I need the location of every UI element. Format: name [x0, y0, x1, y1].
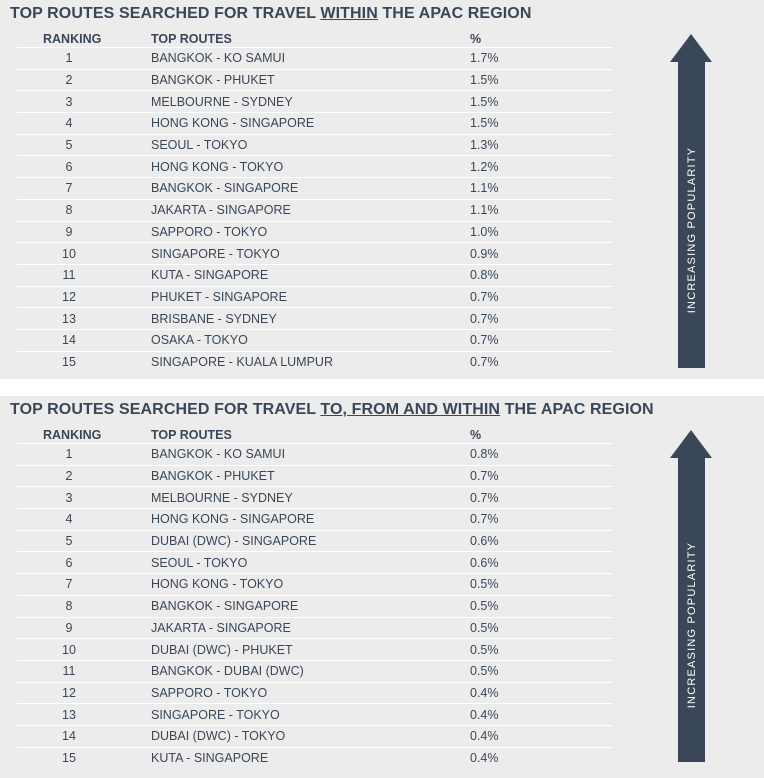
route-cell: SAPPORO - TOKYO [151, 682, 470, 704]
rank-cell: 9 [17, 617, 151, 639]
arrow-label: INCREASING POPULARITY [685, 541, 698, 709]
percent-cell: 0.7% [470, 487, 612, 509]
table-row [17, 725, 612, 747]
percent-cell: 0.6% [470, 552, 612, 574]
title-text: THE APAC REGION [377, 5, 532, 22]
percent-cell: 0.5% [470, 574, 612, 596]
rank-cell: 14 [17, 329, 151, 351]
percent-cell: 0.5% [470, 617, 612, 639]
route-cell: BANGKOK - KO SAMUI [151, 48, 470, 70]
routes-table [17, 426, 612, 768]
routes-table [17, 30, 612, 372]
route-cell: HONG KONG - TOKYO [151, 574, 470, 596]
percent-cell: 0.9% [470, 243, 612, 265]
percent-cell: 0.7% [470, 329, 612, 351]
percent-cell: 1.7% [470, 48, 612, 70]
rank-cell: 10 [17, 243, 151, 265]
column-header-ranking: RANKING [17, 30, 151, 48]
table-row [17, 747, 612, 768]
table-body [17, 48, 612, 373]
route-cell: MELBOURNE - SYDNEY [151, 487, 470, 509]
table-row [17, 199, 612, 221]
arrow-shaft [678, 62, 705, 368]
route-cell: BANGKOK - PHUKET [151, 69, 470, 91]
percent-cell: 0.7% [470, 509, 612, 531]
route-cell: HONG KONG - TOKYO [151, 156, 470, 178]
percent-cell: 0.8% [470, 444, 612, 466]
table-row [17, 444, 612, 466]
table-row [17, 351, 612, 372]
arrow-up-icon [670, 34, 712, 62]
rank-cell: 11 [17, 660, 151, 682]
rank-cell: 1 [17, 444, 151, 466]
percent-cell: 1.5% [470, 113, 612, 135]
percent-cell: 1.2% [470, 156, 612, 178]
route-cell: JAKARTA - SINGAPORE [151, 199, 470, 221]
rank-cell: 2 [17, 69, 151, 91]
rank-cell: 6 [17, 156, 151, 178]
rank-cell: 5 [17, 134, 151, 156]
route-cell: SEOUL - TOKYO [151, 134, 470, 156]
route-cell: BANGKOK - DUBAI (DWC) [151, 660, 470, 682]
to-from-within-apac-panel [0, 396, 764, 778]
table-row [17, 595, 612, 617]
title-text: THE APAC REGION [500, 401, 654, 418]
route-cell: MELBOURNE - SYDNEY [151, 91, 470, 113]
percent-cell: 1.3% [470, 134, 612, 156]
table-row [17, 91, 612, 113]
percent-cell: 1.1% [470, 178, 612, 200]
rank-cell: 6 [17, 552, 151, 574]
table-header-row [17, 30, 612, 48]
within-apac-panel [0, 0, 764, 379]
rank-cell: 12 [17, 286, 151, 308]
rank-cell: 4 [17, 113, 151, 135]
percent-cell: 0.5% [470, 639, 612, 661]
percent-cell: 1.5% [470, 69, 612, 91]
table-row [17, 178, 612, 200]
rank-cell: 3 [17, 487, 151, 509]
percent-cell: 1.0% [470, 221, 612, 243]
table-row [17, 552, 612, 574]
table-row [17, 639, 612, 661]
rank-cell: 15 [62, 750, 76, 765]
route-cell: DUBAI (DWC) - TOKYO [151, 725, 470, 747]
table-row [17, 509, 612, 531]
route-cell: HONG KONG - SINGAPORE [151, 509, 470, 531]
table-row [17, 617, 612, 639]
table-body [17, 444, 612, 769]
table-row [17, 113, 612, 135]
percent-cell: 0.7% [470, 308, 612, 330]
route-cell: BANGKOK - KO SAMUI [151, 444, 470, 466]
route-cell: JAKARTA - SINGAPORE [151, 617, 470, 639]
percent-cell: 0.4% [470, 725, 612, 747]
rank-cell: 11 [17, 264, 151, 286]
percent-cell: 0.8% [470, 264, 612, 286]
column-header-percent: % [470, 30, 612, 48]
table-row [17, 682, 612, 704]
route-cell: SINGAPORE - KUALA LUMPUR [151, 354, 333, 369]
route-cell: PHUKET - SINGAPORE [151, 286, 470, 308]
rank-cell: 9 [17, 221, 151, 243]
rank-cell: 15 [62, 354, 76, 369]
table-row [17, 134, 612, 156]
table-header-row [17, 426, 612, 444]
percent-cell: 0.4% [470, 682, 612, 704]
route-cell: BANGKOK - PHUKET [151, 465, 470, 487]
route-cell: DUBAI (DWC) - SINGAPORE [151, 530, 470, 552]
table-row [17, 530, 612, 552]
table-row [17, 465, 612, 487]
route-cell: BANGKOK - SINGAPORE [151, 178, 470, 200]
table-row [17, 308, 612, 330]
route-cell: SINGAPORE - TOKYO [151, 243, 470, 265]
table-row [17, 264, 612, 286]
rank-cell: 10 [17, 639, 151, 661]
column-header-percent: % [470, 426, 612, 444]
rank-cell: 7 [17, 574, 151, 596]
route-cell: SAPPORO - TOKYO [151, 221, 470, 243]
table-row [17, 48, 612, 70]
percent-cell: 0.5% [470, 595, 612, 617]
column-header-routes: TOP ROUTES [151, 426, 470, 444]
route-cell: BRISBANE - SYDNEY [151, 308, 470, 330]
table-row [17, 704, 612, 726]
table-row [17, 69, 612, 91]
percent-cell: 0.7% [470, 465, 612, 487]
route-cell: DUBAI (DWC) - PHUKET [151, 639, 470, 661]
rank-cell: 7 [17, 178, 151, 200]
rank-cell: 14 [17, 725, 151, 747]
percent-cell: 1.5% [470, 91, 612, 113]
route-cell: OSAKA - TOKYO [151, 329, 470, 351]
percent-cell: 0.4% [470, 750, 499, 765]
table-row [17, 243, 612, 265]
panel-title [10, 5, 532, 23]
table-row [17, 221, 612, 243]
title-emphasis: WITHIN [320, 5, 378, 22]
route-cell: KUTA - SINGAPORE [151, 264, 470, 286]
route-cell: BANGKOK - SINGAPORE [151, 595, 470, 617]
panel-title [10, 401, 654, 419]
rank-cell: 1 [17, 48, 151, 70]
rank-cell: 3 [17, 91, 151, 113]
rank-cell: 2 [17, 465, 151, 487]
table-row [17, 329, 612, 351]
rank-cell: 5 [17, 530, 151, 552]
table-row [17, 156, 612, 178]
rank-cell: 8 [17, 595, 151, 617]
title-emphasis: TO, FROM AND WITHIN [320, 401, 501, 418]
percent-cell: 0.6% [470, 530, 612, 552]
table-row [17, 487, 612, 509]
arrow-label: INCREASING POPULARITY [685, 147, 698, 314]
table-row [17, 660, 612, 682]
rank-cell: 13 [17, 308, 151, 330]
title-text: TOP ROUTES SEARCHED FOR TRAVEL [10, 401, 321, 418]
route-cell: SEOUL - TOKYO [151, 552, 470, 574]
table-row [17, 574, 612, 596]
arrow-shaft [678, 458, 705, 762]
title-text: TOP ROUTES SEARCHED FOR TRAVEL [10, 5, 321, 22]
percent-cell: 1.1% [470, 199, 612, 221]
route-cell: SINGAPORE - TOKYO [151, 704, 470, 726]
rank-cell: 4 [17, 509, 151, 531]
percent-cell: 0.7% [470, 354, 499, 369]
rank-cell: 12 [17, 682, 151, 704]
percent-cell: 0.4% [470, 704, 612, 726]
route-cell: KUTA - SINGAPORE [151, 750, 269, 765]
column-header-ranking: RANKING [17, 426, 151, 444]
arrow-up-icon [670, 430, 712, 458]
rank-cell: 13 [17, 704, 151, 726]
column-header-routes: TOP ROUTES [151, 30, 470, 48]
table-row [17, 286, 612, 308]
popularity-arrow [670, 34, 713, 368]
popularity-arrow [670, 430, 713, 762]
rank-cell: 8 [17, 199, 151, 221]
route-cell: HONG KONG - SINGAPORE [151, 113, 470, 135]
percent-cell: 0.7% [470, 286, 612, 308]
percent-cell: 0.5% [470, 660, 612, 682]
